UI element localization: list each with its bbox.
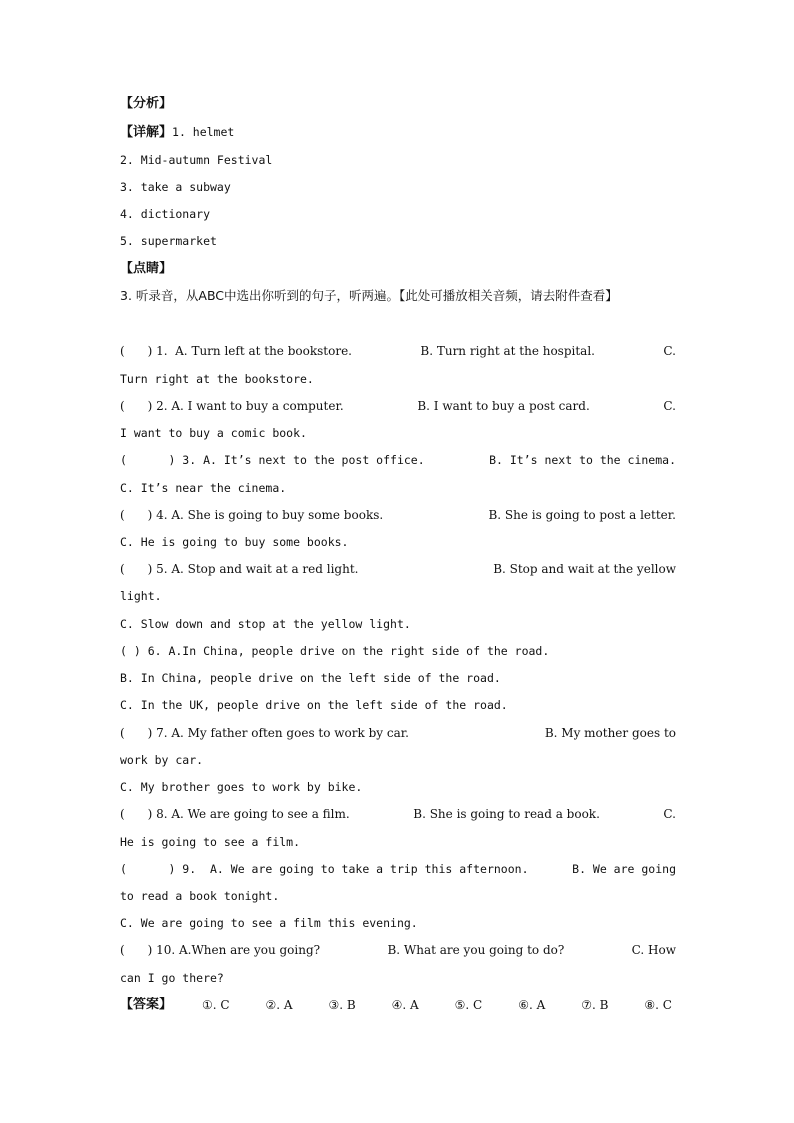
answer-item: ②. A [265, 998, 293, 1012]
item-continuation: to read a book tonight. [120, 889, 280, 903]
item-option-text: C. How [631, 943, 676, 957]
item-option-text: ( ) 8. A. We are going to see a film. [120, 807, 350, 821]
item-option-text: ( ) 4. A. She is going to buy some books. [120, 508, 384, 522]
detail-answer: 3. take a subway [120, 180, 231, 194]
answer-item: ①. C [202, 998, 230, 1012]
item-continuation: can I go there? [120, 971, 224, 985]
item-continuation: C. My brother goes to work by bike. [120, 780, 363, 794]
answer-item: ④. A [391, 998, 419, 1012]
item-continuation: C. In the UK, people drive on the left side of the road. [120, 698, 508, 712]
answer-item: ⑤. C [454, 998, 483, 1012]
detail-heading: 【详解】 [120, 125, 173, 140]
item-continuation: work by car. [120, 753, 204, 767]
item-option-text: C. [663, 399, 676, 413]
item-continuation: C. Slow down and stop at the yellow light. [120, 617, 411, 631]
question-item [120, 806, 676, 822]
item-option-text: ( ) 10. A.When are you going? [120, 943, 321, 957]
question-item [120, 343, 676, 359]
item-option-text: B. I want to buy a post card. [417, 399, 590, 413]
item-option-text: B. Turn right at the hospital. [420, 344, 595, 358]
question-3-instruction: 3. 听录音，从ABC中选出你听到的句子，听两遍。【此处可播放相关音频，请去附件查看】 [120, 288, 618, 303]
detail-line-1 [120, 124, 676, 141]
item-continuation: C. We are going to see a film this evening. [120, 916, 418, 930]
answer-list [202, 997, 672, 1013]
item-continuation: C. It’s near the cinema. [120, 481, 287, 495]
question-item [120, 398, 676, 414]
item-option-text: B. Stop and wait at the yellow [493, 562, 676, 576]
detail-answer: 1. helmet [172, 125, 235, 139]
question-item [120, 452, 676, 468]
answer-item: ③. B [328, 998, 356, 1012]
question-item [120, 942, 676, 958]
item-option-text: B. My mother goes to [544, 726, 676, 740]
answer-item: ⑦. B [581, 998, 609, 1012]
item-option-text: ( ) 7. A. My father often goes to work by car. [120, 726, 409, 740]
answer-row [120, 997, 676, 1013]
item-option-text: C. [663, 807, 676, 821]
item-option-text: ( ) 5. A. Stop and wait at a red light. [120, 562, 359, 576]
detail-answer: 5. supermarket [120, 234, 217, 248]
item-continuation: light. [120, 589, 162, 603]
item-option-text: ( ) 1. A. Turn left at the bookstore. [120, 344, 352, 358]
item-option-text: ( ) 2. A. I want to buy a computer. [120, 399, 344, 413]
question-item [120, 507, 676, 523]
analysis-heading: 【分析】 [120, 96, 173, 111]
item-continuation: He is going to see a film. [120, 835, 301, 849]
item-option-text: B. We are going [572, 862, 676, 876]
question-item: ( ) 6. A.In China, people drive on the right side of the road. [120, 644, 550, 658]
item-continuation: I want to buy a comic book. [120, 426, 307, 440]
item-option-text: ( ) 3. A. It’s next to the post office. [120, 453, 425, 467]
detail-answer: 2. Mid-autumn Festival [120, 153, 273, 167]
detail-answer: 4. dictionary [120, 207, 211, 221]
item-continuation: B. In China, people drive on the left side of the road. [120, 671, 501, 685]
comment-heading: 【点睛】 [120, 261, 173, 276]
item-option-text: C. [663, 344, 676, 358]
answer-heading: 【答案】 [120, 997, 173, 1012]
question-item [120, 725, 676, 741]
item-option-text: B. She is going to read a book. [413, 807, 600, 821]
item-option-text: B. What are you going to do? [387, 943, 565, 957]
answer-item: ⑥. A [518, 998, 546, 1012]
item-continuation: C. He is going to buy some books. [120, 535, 349, 549]
item-option-text: B. She is going to post a letter. [488, 508, 676, 522]
item-continuation: Turn right at the bookstore. [120, 372, 314, 386]
question-item [120, 561, 676, 577]
item-option-text: ( ) 9. A. We are going to take a trip this afternoon. [120, 862, 529, 876]
item-option-text: B. It’s next to the cinema. [489, 453, 676, 467]
question-item [120, 861, 676, 877]
answer-item: ⑧. C [644, 998, 672, 1012]
